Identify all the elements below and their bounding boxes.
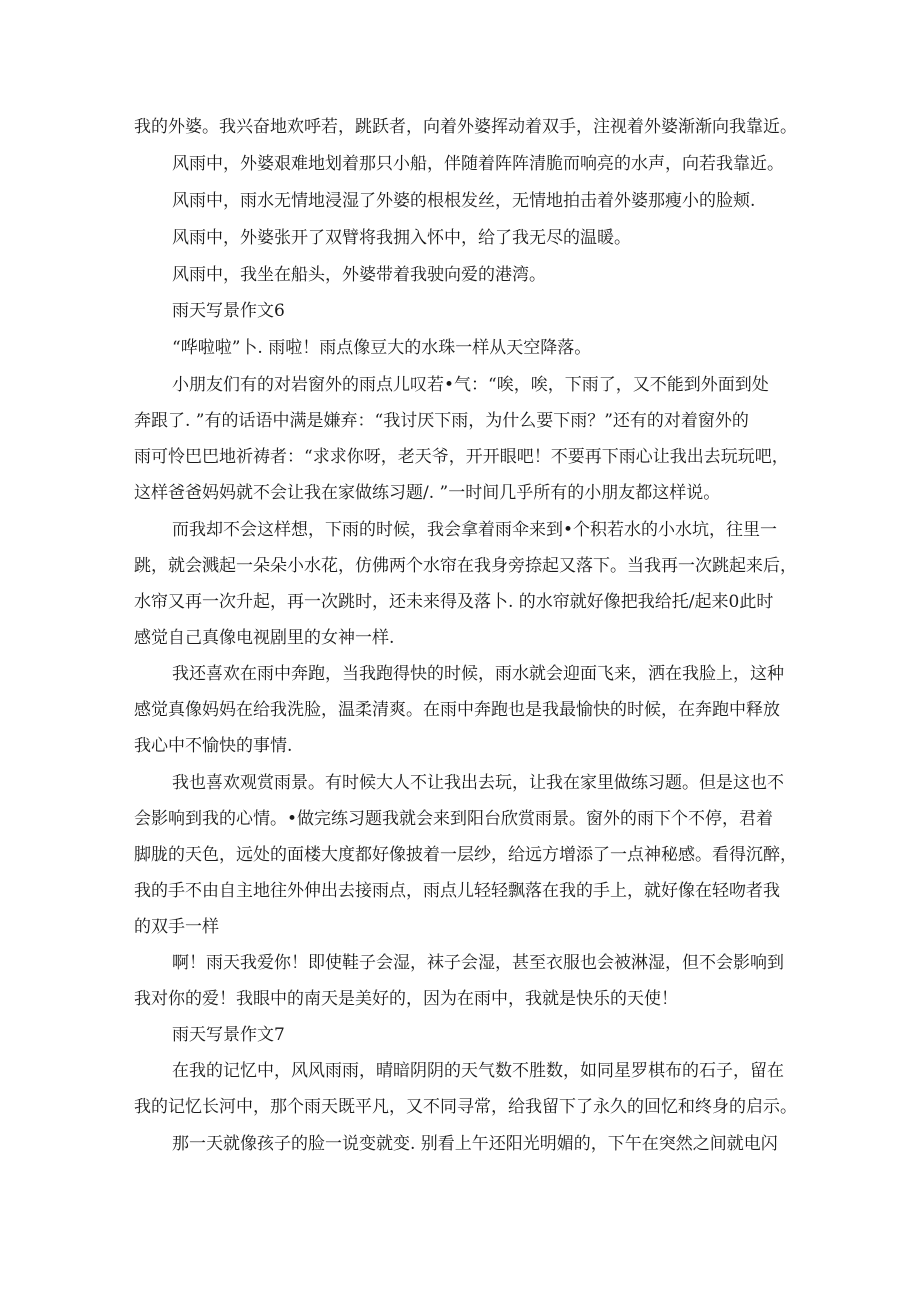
- text-line: 我对你的爱！我眼中的南天是美好的，因为在雨中，我就是快乐的天使！: [134, 989, 678, 1009]
- text-line: 脚胧的天色，远处的面楼大度都好像披着一层纱，给远方增添了一点神秘感。看得沉醉，: [134, 845, 797, 865]
- text-line: 我心中不愉快的事情.: [134, 736, 293, 756]
- text-line: 我也喜欢观赏雨景。有时候大人不让我出去玩，让我在家里做练习题。但是这也不: [172, 773, 784, 793]
- text-line: 感觉自己真像电视剧里的女神一样.: [134, 628, 395, 648]
- text-line: 这样爸爸妈妈就不会让我在家做练习题/. ”一时间几乎所有的小朋友都这样说。: [134, 483, 721, 503]
- text-line: 水帘又再一次升起，再一次跳时，还未来得及落卜. 的水帘就好像把我给托/起来0此时: [134, 592, 774, 612]
- text-line: 那一天就像孩子的脸一说变就变. 别看上午还阳光明媚的，下午在突然之间就电闪: [172, 1134, 778, 1154]
- text-line: 风雨中，外婆艰难地划着那只小船，伴随着阵阵清脆而响亮的水声，向若我靠近。: [172, 154, 784, 174]
- text-line: 的双手一样: [134, 917, 219, 937]
- text-line: 我的手不由自主地往外伸出去接雨点，雨点儿轻轻飘落在我的手上，就好像在轻吻者我: [134, 881, 780, 901]
- text-line: “哗啦啦”卜. 雨啦！雨点像豆大的水珠一样从天空降落。: [172, 338, 592, 358]
- text-line: 在我的记忆中，风风雨雨，晴暗阴阴的天气数不胜数，如同星罗棋布的石子，留在: [172, 1061, 784, 1081]
- text-line: 感觉真像妈妈在给我洗脸，温柔清爽。在雨中奔跑也是我最愉快的时候，在奔跑中释放: [134, 700, 780, 720]
- text-line: 我的记忆长河中，那个雨天既平凡，又不同寻常，给我留下了永久的回忆和终身的启示。: [134, 1097, 797, 1117]
- text-line: 风雨中，外婆张开了双臂将我拥入怀中，给了我无尽的温暖。: [172, 228, 631, 248]
- section-heading: 雨天写景作文6: [172, 301, 285, 321]
- text-line: 小朋友们有的对岩窗外的雨点儿叹若•气：“唉，唉，下雨了，又不能到外面到处: [172, 375, 769, 395]
- text-line: 风雨中，雨水无情地浸湿了外婆的根根发丝，无情地拍击着外婆那瘦小的脸颊.: [172, 191, 756, 211]
- text-line: 会影响到我的心情。•做完练习题我就会来到阳台欣赏雨景。窗外的雨下个不停，君着: [134, 809, 774, 829]
- text-line: 风雨中，我坐在船头，外婆带着我驶向爱的港湾。: [172, 265, 546, 285]
- text-line: 奔跟了. ”有的话语中满是嫌弃：“我讨厌下雨，为什么要下雨？”还有的对着窗外的: [134, 411, 749, 431]
- text-line: 我的外婆。我兴奋地欢呼若，跳跃者，向着外婆挥动着双手，注视着外婆渐渐向我靠近。: [134, 117, 797, 137]
- text-line: 啊！雨天我爱你！即使鞋子会湿，袜子会湿，甚至衣服也会被淋湿，但不会影响到: [172, 953, 784, 973]
- section-heading: 雨天写景作文7: [172, 1025, 285, 1045]
- text-line: 雨可怜巴巴地祈祷者：“求求你呀，老天爷，开开眼吧！不要再下雨心让我出去玩玩吧，: [134, 447, 789, 467]
- text-line: 而我却不会这样想，下雨的时候，我会拿着雨伞来到•个积若水的小水坑，往里一: [172, 520, 778, 540]
- text-line: 我还喜欢在雨中奔跑，当我跑得快的时候，雨水就会迎面飞来，洒在我脸上，这种: [172, 664, 784, 684]
- text-line: 跳，就会溅起一朵朵小水花，仿佛两个水帘在我身旁捺起又落下。当我再一次跳起来后，: [134, 556, 797, 576]
